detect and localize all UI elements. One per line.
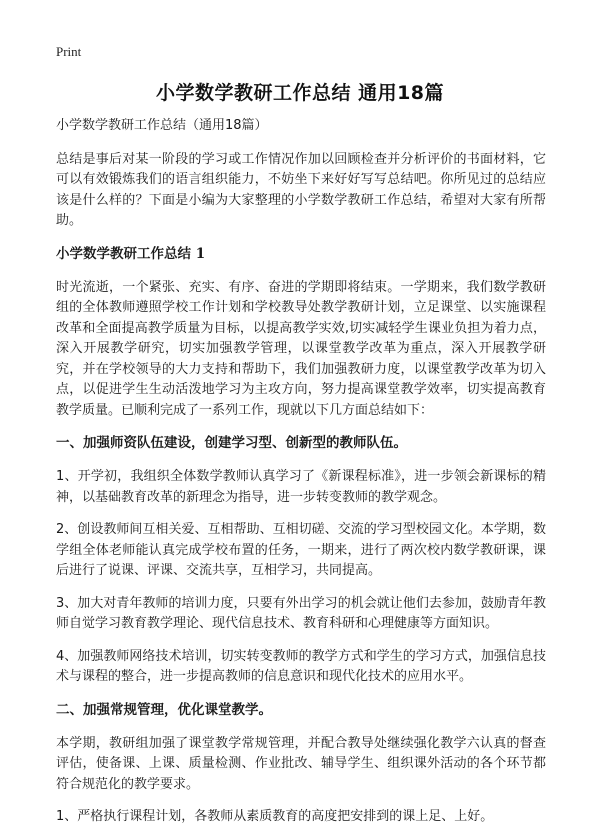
article-subtitle: 小学数学教研工作总结（通用18篇）	[56, 118, 268, 133]
item-a4: 4、加强教师网络技术培训，切实转变教师的教学方式和学生的学习方式，加强信息技术与课程的整合，进一步提高教师的信息意识和现代化技术的应用水平。	[56, 648, 546, 684]
item-a2: 2、创设教师间互相关爱、互相帮助、互相切磋、交流的学习型校园文化。本学期，数学组全体老师能认真完成学校布置的任务，一期来，进行了两次校内数学教研课，课后进行了说课、评课、交流共享，互相学习，共同提高。	[56, 522, 546, 578]
item-a3: 3、加大对青年教师的培训力度，只要有外出学习的机会就让他们去参加，鼓励青年教师自觉学习教育教学理论、现代信息技术、教育科研和心理健康等方面知识。	[56, 595, 546, 631]
article-body	[56, 116, 546, 840]
section-1-paragraph: 时光流逝，一个紧张、充实、有序、奋进的学期即将结束。一学期来，我们数学教研组的全体教师遵照学校工作计划和学校教导处教学教研计划，立足课堂、以实施课程改革和全面提高教学质量为目标，以提高教学实效,切实减轻学生课业负担为着力点，深入开展教学研究，切实加强教学管理，以课堂教学改革为重点，深入开展教学研究，并在学校领导的大力支持和帮助下，我们加强教研力度，以课堂教学改革为切入点，以促进学生生动活泼地学习为主攻方向，努力提高课堂教学效率，切实提高教育教学质量。已顺利完成了一系列工作，现就以下几方面总结如下：	[56, 279, 546, 418]
print-link[interactable]: Print	[56, 44, 82, 59]
heading-teacher-team: 一、加强师资队伍建设，创建学习型、创新型的教师队伍。	[56, 435, 407, 451]
item-a1: 1、开学初，我组织全体数学教师认真学习了《新课程标准》，进一步领会新课标的精神，以基础教育改革的新理念为指导，进一步转变教师的教学观念。	[56, 469, 546, 505]
intro-paragraph: 总结是事后对某一阶段的学习或工作情况作加以回顾检查并分析评价的书面材料，它可以有效锻炼我们的语言组织能力，不妨坐下来好好写写总结吧。你所见过的总结应该是什么样的？下面是小编为大家整理的小学数学教研工作总结，希望对大家有所帮助。	[56, 151, 546, 228]
heading-routine-management: 二、加强常规管理，优化课堂教学。	[56, 701, 272, 718]
routine-intro-paragraph: 本学期，教研组加强了课堂教学常规管理，并配合教导处继续强化教学六认真的督查评估，使备课、上课、质量检测、作业批改、辅导学生、组织课外活动的各个环节都符合规范化的教学要求。	[56, 735, 546, 792]
section-1-heading: 小学数学教研工作总结 1	[56, 245, 206, 262]
item-b1: 1、严格执行课程计划，各教师从素质教育的高度把安排到的课上足、上好。	[56, 809, 494, 824]
page-title: 小学数学教研工作总结 通用18篇	[155, 82, 445, 104]
